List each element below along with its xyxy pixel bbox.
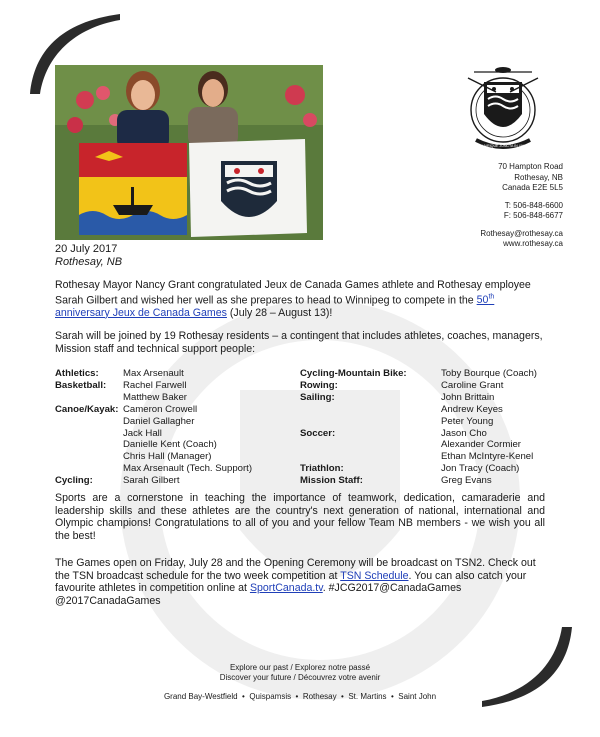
sport-label [55, 463, 118, 475]
email-address[interactable]: Rothesay@rothesay.ca [480, 228, 563, 238]
sport-label: Triathlon: [300, 463, 344, 475]
community-name: Saint John [398, 692, 437, 701]
rothesay-flag-image [189, 139, 307, 237]
participant-name: Alexander Cormier [441, 439, 521, 451]
participant-name: Max Arsenault [123, 368, 184, 379]
letterhead-address [463, 162, 563, 250]
fax-number: F: 506-848-6677 [503, 211, 563, 220]
sport-label [300, 451, 407, 463]
sportcanada-link[interactable]: SportCanada.tv [249, 582, 323, 595]
community-name: Grand Bay-Westfield [163, 692, 238, 701]
sport-label [300, 416, 407, 428]
participant-name: Andrew Keyes [441, 403, 503, 415]
tagline-french: Explorez notre passé [294, 663, 371, 672]
paragraph-intro-tail: (July 28 – August 13)! [226, 306, 333, 319]
sport-label: Cycling-Mountain Bike: [300, 368, 407, 379]
paragraph-broadcast-text: The Games open on Friday, July 28 and the Opening Ceremony will be broadcast on TSN2. Check out the TSN broadcast schedule for the two week competition at [55, 557, 536, 582]
participant-name: Daniel Gallagher [123, 415, 195, 427]
roster-right-names [441, 368, 537, 487]
letter-date: 20 July 2017 [55, 243, 118, 255]
tagline-english: Explore our past [229, 663, 289, 672]
participant-name: Danielle Kent (Coach) [123, 439, 217, 451]
tsn-schedule-link[interactable]: TSN Schedule [340, 569, 409, 582]
paragraph-intro-text: Rothesay Mayor Nancy Grant congratulated Jeux de Canada Games athlete and Rothesay employee Sarah Gilbert and wished her well as she prepares to head to Winnipeg to compete in the [55, 279, 531, 307]
paragraph-broadcast-hashtags: . #JCG2017@CanadaGames @2017CanadaGames [55, 582, 462, 607]
rothesay-crest-logo [462, 62, 544, 154]
crest-motto: OUVRIQUE JUNCTA IN UNO [479, 144, 527, 148]
participant-name: Chris Hall (Manager) [123, 451, 212, 463]
paragraph-contingent: Sarah will be joined by 19 Rothesay residents – a contingent that includes athletes, coaches, managers, Mission staff and technical support people: [55, 330, 543, 355]
sport-label: Canoe/Kayak: [55, 403, 119, 415]
paragraph-broadcast-middle: . You can also catch your favourite athletes in competition online at [55, 569, 527, 595]
nb-flag-image [79, 143, 187, 235]
participant-name: Jon Tracy (Coach) [441, 463, 520, 475]
photo-mayor-and-athlete [55, 65, 323, 240]
sport-label [55, 439, 118, 451]
participant-name: Caroline Grant [441, 379, 504, 391]
footer-communities: Grand Bay-Westfield • Quispamsis • Rothesay • St. Martins • Saint John [163, 692, 437, 701]
dateline [55, 243, 122, 269]
sport-label [55, 451, 118, 463]
footer-tagline: Explore our past / Explorez notre passé Discover your future / Découvrez votre avenir [219, 663, 381, 682]
canada-games-link[interactable]: 50th anniversary Jeux de Canada Games [55, 293, 495, 319]
sport-label: Cycling: [55, 475, 93, 487]
community-name: Rothesay [302, 692, 337, 701]
sport-label: Sailing: [300, 391, 335, 403]
participant-name: Greg Evans [441, 475, 492, 487]
sport-label [55, 392, 118, 404]
paragraph-broadcast [55, 557, 545, 607]
letter-place: Rothesay, NB [55, 256, 123, 268]
community-name: Quispamsis [249, 692, 292, 701]
address-line: Rothesay, NB [514, 172, 563, 182]
roster-left-names [123, 368, 252, 487]
sport-label: Rowing: [300, 379, 338, 391]
tagline-french: Découvrez votre avenir [298, 673, 381, 682]
roster-right-sports [300, 368, 407, 487]
paragraph-congratulations: Sports are a cornerstone in teaching the importance of teamwork, dedication, camaraderie and leadership skills and these athletes are the country's next generation of national, international and Olympic champions! Congratulations to all of you and your fellow Team NB members - we wish you all the best! [55, 492, 545, 542]
participant-name: Max Arsenault (Tech. Support) [123, 463, 253, 475]
participant-name: Ethan McIntyre-Kenel [441, 451, 534, 463]
sport-label: Basketball: [55, 379, 107, 391]
participant-name: Cameron Crowell [123, 403, 198, 415]
community-name: St. Martins [348, 692, 387, 701]
participant-name: Rachel Farwell [123, 379, 187, 391]
sport-label [55, 428, 118, 440]
participant-name: Toby Bourque (Coach) [441, 368, 537, 379]
participant-name: Matthew Baker [123, 391, 187, 403]
sport-label: Mission Staff: [300, 475, 363, 487]
website-url[interactable]: www.rothesay.ca [503, 239, 563, 248]
sport-label [300, 404, 407, 416]
sport-label: Soccer: [300, 427, 336, 439]
sport-label [300, 439, 407, 451]
participant-name: John Brittain [441, 391, 495, 403]
sport-label: Athletics: [55, 368, 99, 379]
participant-name: Peter Young [441, 415, 494, 427]
address-line: Canada E2E 5L5 [502, 183, 563, 192]
participant-name: Jack Hall [123, 427, 162, 439]
tagline-english: Discover your future [219, 673, 292, 682]
sport-label [55, 416, 118, 428]
participant-name: Sarah Gilbert [123, 475, 180, 487]
phone-number: T: 506-848-6600 [504, 200, 563, 210]
roster-left-sports [55, 368, 118, 487]
paragraph-intro [55, 279, 545, 319]
participant-name: Jason Cho [441, 427, 487, 439]
address-line: 70 Hampton Road [498, 162, 563, 171]
